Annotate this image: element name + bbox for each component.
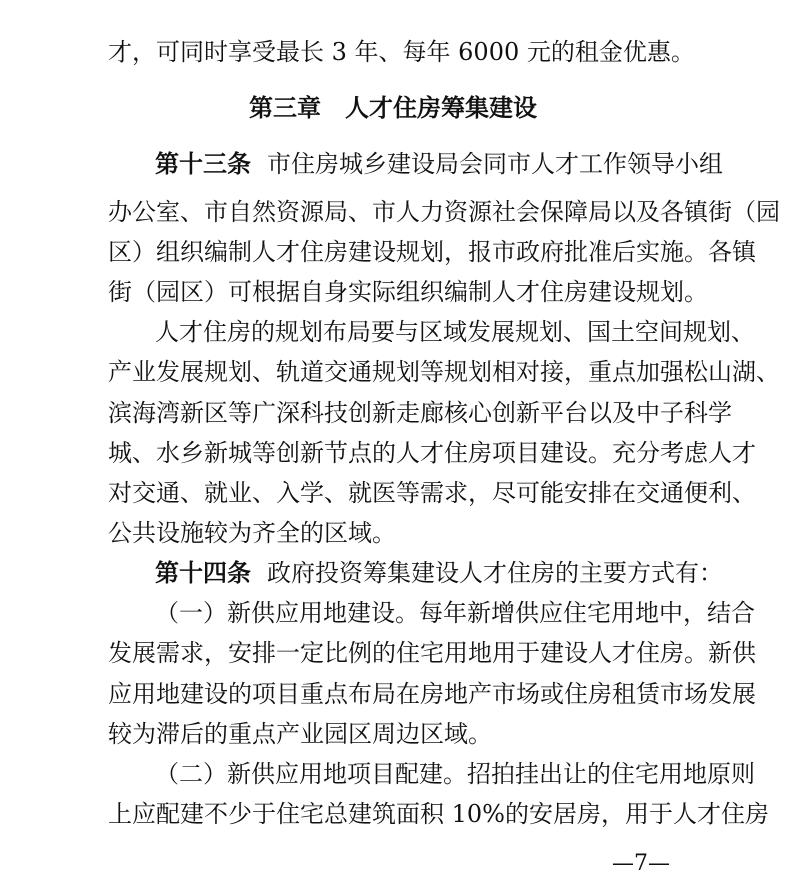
item-2-line1: （二）新供应用地项目配建。招拍挂出让的住宅用地原则 bbox=[155, 760, 755, 788]
planning-paragraph-line1: 人才住房的规划布局要与区域发展规划、国土空间规划、 bbox=[155, 318, 755, 346]
article-13-text-line3: 区）组织编制人才住房建设规划，报市政府批准后实施。各镇 bbox=[108, 238, 756, 266]
item-1-line1: （一）新供应用地建设。每年新增供应住宅用地中，结合 bbox=[155, 599, 755, 627]
article-14-first-line bbox=[155, 558, 723, 588]
page-number: —7— bbox=[612, 851, 670, 876]
article-13-text-line4: 街（园区）可根据自身实际组织编制人才住房建设规划。 bbox=[108, 278, 708, 306]
item-1-line2: 发展需求，安排一定比例的住宅用地用于建设人才住房。新供 bbox=[108, 639, 756, 667]
carry-over-line: 才，可同时享受最长 3 年、每年 6000 元的租金优惠。 bbox=[108, 38, 695, 66]
article-14-label: 第十四条 bbox=[155, 559, 251, 587]
planning-paragraph-line5: 对交通、就业、入学、就医等需求，尽可能安排在交通便利、 bbox=[108, 479, 756, 507]
article-13-label: 第十三条 bbox=[155, 150, 251, 178]
article-13-first-line bbox=[155, 149, 723, 179]
planning-paragraph-line6: 公共设施较为齐全的区域。 bbox=[108, 519, 396, 547]
planning-paragraph-line2: 产业发展规划、轨道交通规划等规划相对接，重点加强松山湖、 bbox=[108, 358, 780, 386]
planning-paragraph-line4: 城、水乡新城等创新节点的人才住房项目建设。充分考虑人才 bbox=[108, 439, 756, 467]
item-1-line4: 较为滞后的重点产业园区周边区域。 bbox=[108, 720, 492, 748]
item-1-line3: 应用地建设的项目重点布局在房地产市场或住房租赁市场发展 bbox=[108, 680, 756, 708]
article-13-text-line1: 市住房城乡建设局会同市人才工作领导小组 bbox=[267, 150, 723, 178]
article-13-text-line2: 办公室、市自然资源局、市人力资源社会保障局以及各镇街（园 bbox=[108, 198, 780, 226]
chapter-title: 第三章 人才住房筹集建设 bbox=[249, 94, 537, 122]
article-14-text-line1: 政府投资筹集建设人才住房的主要方式有： bbox=[267, 559, 723, 587]
planning-paragraph-line3: 滨海湾新区等广深科技创新走廊核心创新平台以及中子科学 bbox=[108, 399, 732, 427]
item-2-line2: 上应配建不少于住宅总建筑面积 10%的安居房，用于人才住房 bbox=[108, 800, 769, 828]
